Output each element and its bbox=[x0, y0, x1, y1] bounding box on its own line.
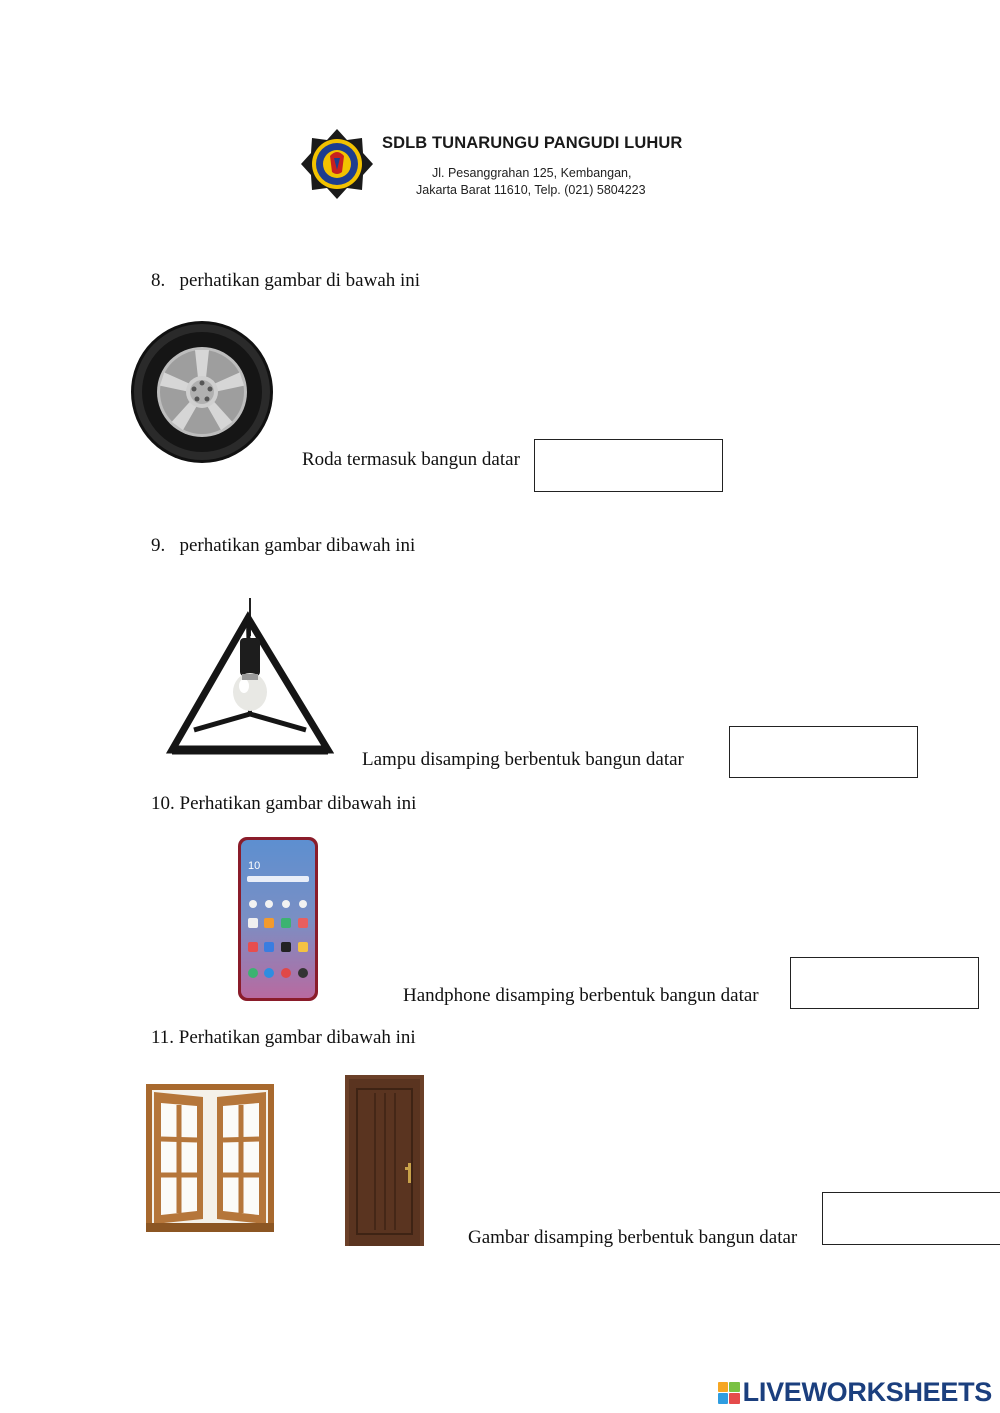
question-9-statement: Lampu disamping berbentuk bangun datar bbox=[362, 749, 684, 770]
door-image bbox=[345, 1075, 424, 1251]
school-seal bbox=[300, 128, 374, 200]
question-10-answer-input[interactable] bbox=[790, 957, 979, 1009]
wheel-icon bbox=[130, 320, 274, 464]
phone-image bbox=[237, 836, 319, 1007]
seal-icon bbox=[300, 128, 374, 200]
question-9-prompt bbox=[151, 535, 415, 557]
question-8-statement: Roda termasuk bangun datar bbox=[302, 449, 520, 470]
liveworksheets-text: LIVEWORKSHEETS bbox=[742, 1377, 992, 1407]
liveworksheets-logo bbox=[718, 1377, 992, 1408]
school-address-line1: Jl. Pesanggrahan 125, Kembangan, bbox=[432, 166, 632, 180]
question-9-answer-input[interactable] bbox=[729, 726, 918, 778]
question-number: 10. bbox=[151, 793, 175, 814]
school-name: SDLB TUNARUNGU PANGUDI LUHUR bbox=[382, 134, 683, 152]
question-11-answer-input[interactable] bbox=[822, 1192, 1000, 1245]
window-image bbox=[145, 1083, 275, 1238]
question-8-answer-input[interactable] bbox=[534, 439, 723, 492]
lamp-image bbox=[154, 580, 334, 760]
question-11-prompt bbox=[151, 1027, 416, 1049]
question-number: 9. bbox=[151, 535, 166, 556]
liveworksheets-mark-icon bbox=[718, 1382, 740, 1404]
question-text: perhatikan gambar dibawah ini bbox=[179, 535, 416, 556]
school-address-line2: Jakarta Barat 11610, Telp. (021) 5804223 bbox=[416, 183, 646, 197]
question-8-prompt bbox=[151, 270, 420, 292]
question-text: perhatikan gambar di bawah ini bbox=[179, 270, 421, 291]
wheel-image bbox=[130, 320, 274, 469]
lamp-icon bbox=[154, 580, 334, 755]
question-number: 8. bbox=[151, 270, 166, 291]
question-10-prompt bbox=[151, 793, 416, 815]
door-icon bbox=[345, 1075, 424, 1246]
question-number: 11. bbox=[151, 1027, 175, 1048]
question-11-statement: Gambar disamping berbentuk bangun datar bbox=[468, 1227, 798, 1248]
phone-icon bbox=[237, 836, 319, 1002]
window-icon bbox=[145, 1083, 275, 1233]
question-10-statement: Handphone disamping berbentuk bangun datar bbox=[403, 985, 759, 1006]
question-text: Perhatikan gambar dibawah ini bbox=[178, 1027, 416, 1048]
question-text: Perhatikan gambar dibawah ini bbox=[179, 793, 417, 814]
phone-clock-text: 10 bbox=[248, 860, 261, 872]
